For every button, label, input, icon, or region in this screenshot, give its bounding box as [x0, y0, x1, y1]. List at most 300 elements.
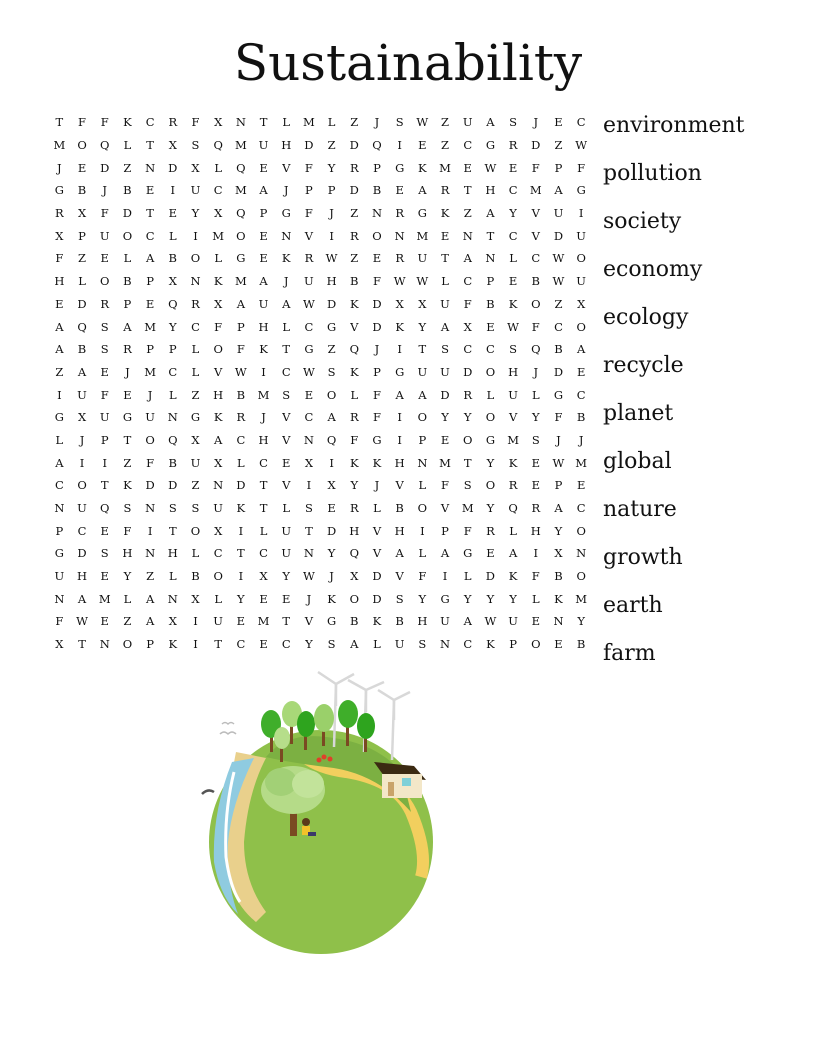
grid-cell: Q	[349, 546, 359, 561]
grid-cell: X	[191, 160, 200, 175]
grid-cell: F	[463, 296, 472, 311]
grid-cell: W	[416, 115, 429, 130]
grid-cell: S	[282, 387, 291, 402]
grid-cell: W	[416, 274, 429, 289]
grid-cell: H	[167, 546, 178, 561]
grid-cell: F	[577, 160, 586, 175]
grid-cell: R	[168, 115, 178, 130]
grid-cell: A	[577, 342, 586, 357]
grid-cell: A	[463, 251, 472, 266]
grid-cell: G	[372, 432, 382, 447]
grid-cell: E	[486, 319, 495, 334]
grid-cell: N	[213, 478, 224, 493]
grid-cell: C	[463, 138, 473, 153]
grid-cell: X	[463, 319, 472, 334]
grid-cell: T	[486, 228, 495, 243]
grid-cell: M	[144, 364, 156, 379]
grid-cell: G	[281, 206, 291, 221]
grid-cell: C	[576, 387, 586, 402]
grid-cell: B	[77, 183, 87, 198]
word-list-item: nature	[603, 497, 677, 522]
grid-cell: E	[259, 251, 268, 266]
grid-cell: A	[282, 296, 291, 311]
grid-cell: E	[576, 364, 586, 379]
grid-cell: K	[508, 569, 518, 584]
grid-cell: F	[350, 432, 359, 447]
grid-cell: P	[554, 478, 563, 493]
grid-cell: I	[102, 455, 107, 470]
grid-cell: E	[100, 251, 109, 266]
grid-cell: O	[77, 138, 87, 153]
grid-cell: R	[349, 160, 359, 175]
grid-cell: U	[77, 501, 87, 516]
grid-cell: N	[167, 591, 178, 606]
grid-cell: R	[508, 478, 518, 493]
grid-cell: T	[463, 455, 472, 470]
grid-cell: N	[303, 432, 314, 447]
grid-cell: M	[507, 432, 519, 447]
grid-cell: C	[77, 523, 87, 538]
grid-cell: K	[281, 251, 291, 266]
grid-cell: A	[55, 319, 64, 334]
grid-cell: L	[168, 387, 177, 402]
grid-cell: Y	[554, 523, 563, 538]
grid-cell: X	[304, 455, 313, 470]
grid-cell: C	[259, 546, 268, 561]
grid-cell: J	[556, 432, 561, 447]
grid-cell: D	[485, 569, 496, 584]
grid-cell: P	[327, 183, 336, 198]
grid-cell: Q	[372, 138, 382, 153]
grid-cell: E	[77, 160, 87, 175]
grid-cell: X	[214, 523, 223, 538]
grid-cell: Y	[577, 614, 585, 629]
grid-cell: K	[123, 478, 132, 493]
grid-cell: I	[397, 410, 402, 425]
grid-cell: L	[441, 274, 449, 289]
grid-cell: W	[325, 251, 338, 266]
grid-cell: Q	[168, 296, 178, 311]
grid-cell: J	[57, 160, 62, 175]
grid-cell: B	[350, 274, 359, 289]
grid-cell: O	[236, 228, 246, 243]
grid-cell: P	[236, 319, 245, 334]
grid-cell: E	[100, 569, 109, 584]
grid-cell: E	[282, 591, 291, 606]
grid-cell: U	[281, 523, 292, 538]
grid-cell: W	[302, 569, 315, 584]
grid-cell: L	[373, 501, 381, 516]
grid-cell: K	[554, 591, 563, 606]
grid-cell: Y	[509, 591, 517, 606]
grid-cell: V	[372, 546, 382, 561]
grid-cell: H	[122, 546, 133, 561]
grid-cell: D	[553, 364, 564, 379]
grid-cell: M	[53, 138, 66, 153]
grid-cell: A	[236, 296, 245, 311]
grid-cell: G	[485, 138, 495, 153]
grid-cell: G	[485, 432, 495, 447]
grid-cell: E	[236, 614, 246, 629]
grid-cell: N	[417, 455, 428, 470]
grid-cell: V	[372, 523, 382, 538]
grid-cell: S	[304, 501, 313, 516]
grid-cell: T	[305, 523, 313, 538]
grid-cell: Z	[78, 251, 87, 266]
word-search-grid	[48, 111, 593, 656]
grid-cell: X	[168, 274, 177, 289]
grid-cell: I	[578, 206, 584, 221]
grid-cell: G	[122, 410, 132, 425]
grid-cell: P	[418, 432, 427, 447]
grid-cell: E	[259, 637, 268, 652]
grid-cell: K	[327, 591, 336, 606]
grid-cell: K	[349, 364, 359, 379]
grid-cell: H	[394, 523, 405, 538]
grid-cell: F	[531, 319, 540, 334]
grid-cell: J	[79, 432, 85, 447]
grid-cell: M	[257, 387, 270, 402]
grid-cell: U	[576, 228, 586, 243]
grid-cell: P	[146, 637, 154, 652]
grid-cell: V	[282, 478, 291, 493]
grid-cell: K	[395, 319, 404, 334]
grid-cell: V	[531, 206, 540, 221]
grid-cell: C	[145, 115, 155, 130]
grid-cell: W	[484, 614, 497, 629]
grid-cell: Z	[463, 206, 472, 221]
grid-cell: Z	[554, 138, 563, 153]
grid-cell: U	[508, 614, 518, 629]
grid-cell: C	[281, 364, 291, 379]
grid-cell: R	[349, 501, 359, 516]
grid-cell: U	[462, 115, 473, 130]
grid-cell: Y	[486, 591, 495, 606]
grid-cell: I	[79, 455, 85, 470]
grid-cell: V	[304, 614, 314, 629]
grid-cell: C	[463, 637, 473, 652]
grid-cell: Z	[123, 455, 132, 470]
grid-cell: R	[100, 296, 110, 311]
grid-cell: S	[123, 501, 132, 516]
grid-cell: X	[350, 569, 359, 584]
grid-cell: P	[123, 296, 132, 311]
grid-cell: A	[350, 637, 359, 652]
grid-cell: M	[529, 183, 542, 198]
grid-cell: B	[486, 296, 495, 311]
grid-cell: A	[395, 387, 404, 402]
grid-cell: E	[327, 501, 336, 516]
grid-cell: D	[349, 138, 359, 153]
grid-cell: I	[442, 569, 448, 584]
grid-cell: K	[236, 501, 246, 516]
grid-cell: G	[417, 206, 427, 221]
grid-cell: C	[508, 183, 518, 198]
grid-cell: L	[168, 228, 177, 243]
word-list-item: pollution	[603, 161, 702, 186]
grid-cell: F	[463, 523, 472, 538]
grid-cell: J	[102, 183, 108, 198]
grid-cell: U	[417, 251, 428, 266]
grid-cell: F	[304, 160, 313, 175]
grid-cell: I	[329, 455, 334, 470]
grid-cell: Y	[441, 410, 449, 425]
grid-cell: T	[418, 342, 427, 357]
grid-cell: Q	[236, 160, 246, 175]
grid-cell: O	[100, 274, 110, 289]
grid-cell: F	[100, 115, 109, 130]
grid-cell: C	[576, 501, 586, 516]
grid-cell: T	[237, 546, 245, 561]
grid-cell: B	[123, 183, 132, 198]
grid-cell: Z	[191, 387, 200, 402]
grid-cell: M	[575, 455, 588, 470]
grid-cell: A	[145, 614, 155, 629]
grid-cell: T	[168, 523, 177, 538]
grid-cell: A	[145, 251, 155, 266]
grid-cell: Q	[100, 501, 110, 516]
grid-cell: U	[508, 387, 518, 402]
grid-cell: I	[57, 387, 62, 402]
grid-cell: I	[533, 546, 539, 561]
grid-cell: G	[463, 546, 473, 561]
grid-cell: V	[531, 228, 540, 243]
grid-cell: A	[486, 206, 495, 221]
grid-cell: P	[441, 523, 449, 538]
grid-cell: Y	[350, 478, 359, 493]
grid-cell: U	[440, 296, 450, 311]
grid-cell: O	[122, 228, 133, 243]
grid-cell: J	[578, 432, 584, 447]
grid-cell: C	[304, 319, 314, 334]
grid-cell: F	[372, 410, 381, 425]
grid-cell: E	[508, 274, 518, 289]
grid-cell: D	[553, 228, 564, 243]
grid-cell: P	[486, 274, 495, 289]
word-list-item: growth	[603, 545, 683, 570]
grid-cell: B	[191, 569, 200, 584]
grid-cell: C	[191, 319, 200, 334]
grid-cell: R	[349, 410, 359, 425]
grid-cell: T	[214, 637, 222, 652]
grid-cell: P	[78, 228, 86, 243]
grid-cell: B	[395, 614, 404, 629]
grid-cell: G	[236, 251, 246, 266]
grid-cell: W	[484, 160, 497, 175]
grid-cell: B	[168, 455, 177, 470]
grid-cell: J	[261, 410, 266, 425]
grid-cell: W	[302, 296, 315, 311]
grid-cell: Y	[237, 591, 245, 606]
grid-cell: O	[190, 523, 201, 538]
grid-cell: O	[372, 228, 382, 243]
grid-cell: V	[282, 432, 291, 447]
grid-cell: A	[554, 183, 563, 198]
grid-cell: Y	[463, 410, 472, 425]
grid-cell: Z	[350, 206, 359, 221]
grid-cell: W	[76, 614, 88, 629]
grid-cell: L	[282, 115, 291, 130]
grid-cell: D	[77, 546, 87, 561]
grid-cell: Z	[123, 160, 132, 175]
grid-cell: E	[531, 455, 540, 470]
grid-cell: U	[99, 410, 110, 425]
grid-cell: J	[125, 364, 130, 379]
grid-cell: N	[462, 228, 473, 243]
grid-cell: C	[531, 251, 541, 266]
grid-cell: A	[55, 455, 64, 470]
grid-cell: R	[395, 251, 404, 266]
grid-cell: L	[486, 387, 495, 402]
grid-cell: R	[486, 523, 495, 538]
grid-cell: A	[77, 591, 87, 606]
grid-cell: T	[123, 432, 132, 447]
grid-cell: G	[190, 410, 201, 425]
grid-cell: H	[417, 614, 428, 629]
grid-cell: I	[397, 432, 402, 447]
grid-cell: E	[531, 614, 540, 629]
grid-cell: U	[190, 183, 201, 198]
grid-cell: N	[553, 614, 564, 629]
sustainable-earth-illustration	[196, 662, 446, 962]
grid-cell: L	[123, 591, 132, 606]
grid-cell: M	[234, 274, 247, 289]
grid-cell: B	[576, 410, 586, 425]
grid-cell: A	[463, 614, 472, 629]
grid-cell: D	[77, 296, 87, 311]
grid-cell: U	[213, 614, 223, 629]
grid-cell: C	[281, 637, 291, 652]
grid-cell: V	[282, 160, 291, 175]
grid-cell: I	[147, 523, 153, 538]
grid-cell: D	[326, 296, 337, 311]
grid-cell: D	[304, 138, 314, 153]
grid-cell: Z	[350, 115, 359, 130]
grid-cell: I	[193, 228, 198, 243]
grid-cell: H	[77, 569, 88, 584]
grid-cell: E	[463, 160, 472, 175]
grid-cell: E	[554, 115, 563, 130]
word-list-item: society	[603, 209, 682, 234]
grid-cell: V	[440, 501, 450, 516]
grid-cell: E	[576, 478, 586, 493]
grid-cell: J	[283, 183, 289, 198]
grid-cell: V	[282, 410, 291, 425]
grid-cell: A	[418, 183, 427, 198]
grid-cell: S	[395, 591, 404, 606]
grid-cell: F	[372, 387, 381, 402]
grid-cell: O	[326, 387, 337, 402]
grid-cell: E	[145, 296, 155, 311]
grid-cell: Q	[508, 501, 518, 516]
grid-cell: E	[531, 478, 540, 493]
grid-cell: X	[214, 455, 223, 470]
grid-cell: E	[259, 591, 268, 606]
grid-cell: H	[258, 319, 269, 334]
grid-cell: X	[55, 637, 64, 652]
grid-cell: L	[509, 523, 517, 538]
grid-cell: R	[55, 206, 64, 221]
grid-cell: K	[349, 296, 359, 311]
grid-cell: Z	[554, 296, 563, 311]
grid-cell: H	[485, 183, 496, 198]
grid-cell: D	[145, 478, 155, 493]
grid-cell: M	[575, 591, 588, 606]
grid-cell: K	[372, 455, 382, 470]
grid-cell: W	[234, 364, 247, 379]
grid-cell: F	[418, 569, 427, 584]
grid-cell: J	[329, 569, 334, 584]
grid-cell: V	[304, 228, 314, 243]
grid-cell: A	[77, 364, 87, 379]
grid-cell: J	[374, 478, 380, 493]
grid-cell: L	[214, 591, 222, 606]
grid-cell: L	[123, 138, 132, 153]
grid-cell: H	[349, 523, 360, 538]
grid-cell: W	[552, 274, 565, 289]
grid-cell: A	[55, 342, 64, 357]
grid-cell: H	[258, 432, 269, 447]
grid-cell: G	[395, 364, 405, 379]
grid-cell: Z	[350, 251, 359, 266]
grid-cell: L	[55, 432, 64, 447]
grid-cell: V	[214, 364, 223, 379]
grid-cell: W	[507, 319, 519, 334]
grid-cell: N	[99, 637, 110, 652]
grid-cell: P	[305, 183, 313, 198]
grid-cell: C	[236, 432, 246, 447]
grid-cell: J	[306, 591, 312, 606]
grid-cell: R	[531, 501, 541, 516]
grid-cell: F	[214, 319, 223, 334]
grid-cell: D	[372, 591, 382, 606]
grid-cell: D	[122, 206, 133, 221]
grid-cell: X	[259, 569, 268, 584]
grid-cell: O	[485, 410, 496, 425]
grid-cell: A	[440, 319, 450, 334]
grid-cell: Z	[55, 364, 64, 379]
grid-cell: B	[168, 251, 177, 266]
grid-cell: H	[530, 523, 541, 538]
grid-cell: X	[214, 115, 223, 130]
grid-cell: C	[145, 228, 155, 243]
grid-cell: B	[554, 342, 563, 357]
grid-cell: Q	[77, 319, 87, 334]
grid-cell: L	[78, 274, 86, 289]
grid-cell: S	[168, 501, 177, 516]
grid-cell: O	[417, 501, 428, 516]
grid-cell: U	[213, 501, 223, 516]
grid-cell: O	[213, 569, 223, 584]
grid-cell: S	[191, 138, 200, 153]
grid-cell: P	[373, 160, 381, 175]
grid-cell: X	[395, 296, 404, 311]
grid-cell: T	[78, 637, 86, 652]
grid-cell: H	[213, 387, 224, 402]
grid-cell: D	[440, 387, 450, 402]
grid-cell: N	[371, 206, 382, 221]
grid-cell: F	[55, 251, 64, 266]
word-list	[603, 108, 744, 684]
grid-cell: K	[349, 455, 359, 470]
grid-cell: W	[552, 251, 565, 266]
grid-cell: X	[214, 296, 223, 311]
grid-cell: O	[576, 319, 586, 334]
grid-cell: A	[486, 115, 495, 130]
grid-cell: L	[531, 387, 540, 402]
grid-cell: R	[440, 183, 450, 198]
grid-cell: B	[576, 637, 586, 652]
